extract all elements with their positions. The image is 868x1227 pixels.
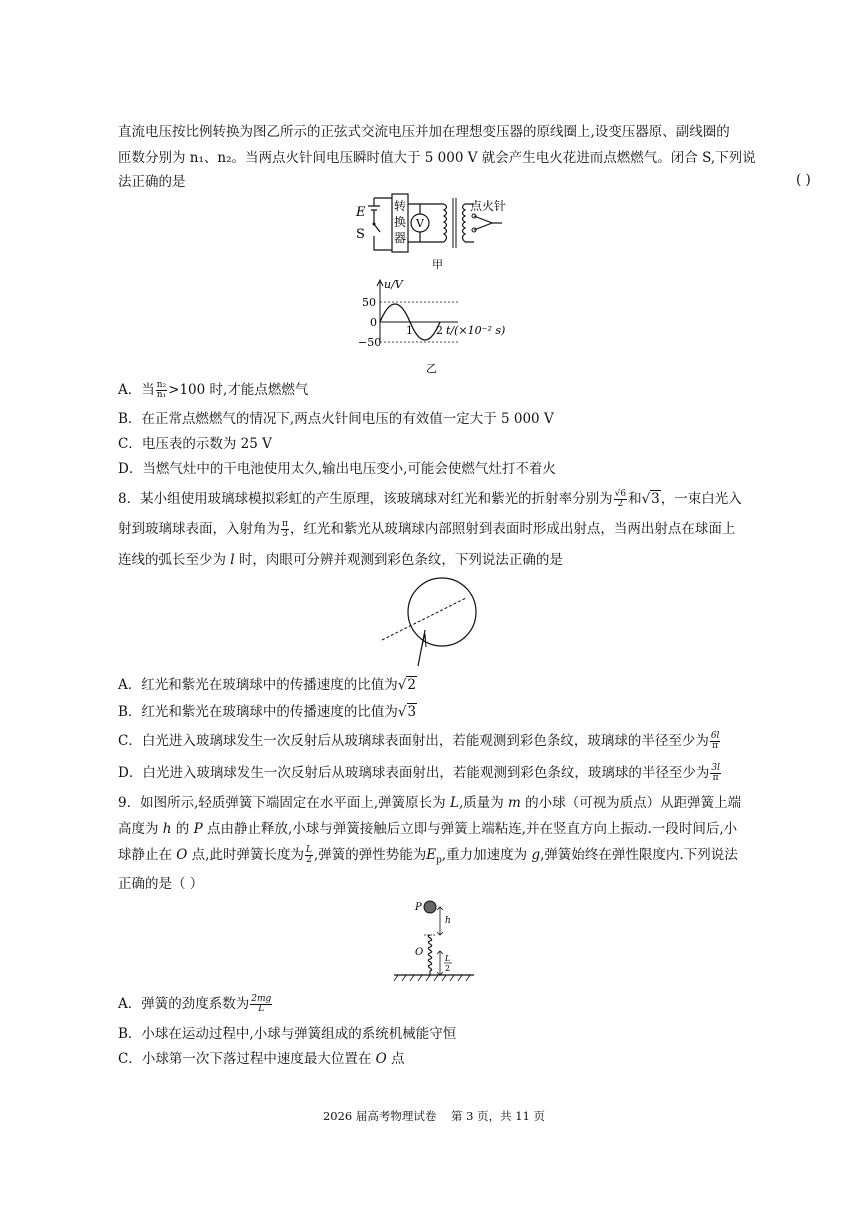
height-arrow (437, 907, 443, 935)
voltmeter-label: V (416, 217, 424, 230)
converter-char-2: 换 (394, 215, 407, 229)
q9-text: 点,此时弹簧长度为 (187, 847, 304, 863)
primary-coil (444, 204, 447, 242)
y-tick-bottom: −50 (358, 336, 382, 349)
fraction-denominator: π (712, 773, 719, 783)
q8-option-d-text: D．白光进入玻璃球发生一次反射后从玻璃球表面射出，若能观测到彩色条纹，玻璃球的半径至少为 (118, 765, 710, 781)
q9-option-a-text: A．弹簧的劲度系数为 (118, 996, 250, 1012)
q9-text: 的小球（可视为质点）从距弹簧上端 (520, 795, 742, 811)
fraction-numerator: 6l (710, 731, 720, 741)
y-tick-top: 50 (362, 296, 376, 309)
fraction-numerator: 3l (711, 763, 720, 773)
radicand: 2 (407, 677, 416, 693)
q8-option-c-text: C．白光进入玻璃球发生一次反射后从玻璃球表面射出，若能观测到彩色条纹，玻璃球的半径至少为 (118, 733, 709, 749)
q8-line-1 (118, 489, 742, 509)
q9-line-4: 正确的是（ ） (118, 876, 204, 892)
fraction-numerator: n₂ (156, 380, 167, 390)
q7-intro-line-3: 法正确的是 (118, 174, 186, 190)
q9-text: ,弹簧的弹性势能为 (313, 847, 427, 863)
q9-line-1 (118, 793, 741, 813)
q8-line-3 (118, 550, 563, 570)
q9-option-c-text: 点 (386, 1051, 405, 1067)
q7-option-a-prefix: A．当 (118, 382, 155, 398)
q8-option-c (118, 731, 721, 751)
q8-option-a (118, 675, 417, 695)
length-two-label: 2 (445, 964, 451, 973)
variable-l: l (230, 552, 235, 568)
q8-red-index (614, 490, 627, 509)
q9-option-c-text: C．小球第一次下落过程中速度最大位置在 (118, 1051, 376, 1067)
q7-option-a-suffix: >100 时,才能点燃燃气 (168, 382, 309, 398)
battery-label: E (356, 205, 366, 220)
y-axis (377, 280, 383, 342)
x-tick-1: 1 (406, 324, 413, 337)
ground-hatching (394, 975, 470, 981)
spring-ball-diagram (390, 895, 480, 985)
x-axis-label: t/(×10⁻² s) (446, 324, 506, 337)
q8-text: ，红光和紫光从玻璃球内部照射到表面时形成出射点，当两出射点在球面上 (289, 521, 736, 537)
q8-option-b-text: B．红光和紫光在玻璃球中的传播速度的比值为 (118, 704, 398, 720)
q8-violet-index: √3 (641, 491, 660, 507)
switch-pivot (373, 223, 376, 226)
height-label: h (445, 916, 451, 926)
q7-intro-line-2: 匝数分别为 n₁、n₂。当两点火针间电压瞬时值大于 5 000 V 就会产生电火花进而点燃燃气。闭合 S,下列说 (118, 150, 756, 166)
q7-option-d: D．当燃气灶中的干电池使用太久,输出电压变小,可能会使燃气灶打不着火 (118, 461, 556, 477)
voltage-waveform-chart (358, 278, 528, 376)
length-L-label: L (445, 954, 451, 963)
radicand: 3 (651, 491, 660, 507)
switch-label: S (356, 227, 365, 242)
q8-line-2 (118, 519, 735, 539)
converter-char-3: 器 (394, 231, 407, 245)
q9-text: 点由静止释放,小球与弹簧接触后立即与弹簧上端粘连,并在竖直方向上振动.一段时间后,小 (202, 821, 738, 837)
glass-sphere-diagram (376, 570, 486, 670)
q7-option-c: C．电压表的示数为 25 V (118, 436, 272, 452)
q8-option-b (118, 702, 417, 722)
glass-sphere (408, 578, 476, 646)
q8-text: 时，肉眼可分辨并观测到彩色条纹，下列说法正确的是 (234, 552, 563, 568)
variable-Ep: E (426, 847, 437, 863)
answer-parentheses: ( ) (796, 172, 811, 188)
fraction-numerator: 2mg (251, 994, 272, 1004)
q8-text: 8．某小组使用玻璃球模拟彩虹的产生原理，该玻璃球对红光和紫光的折射率分别为 (118, 491, 613, 507)
q7-option-b: B．在正常点燃燃气的情况下,两点火针间电压的有效值一定大于 5 000 V (118, 411, 554, 427)
igniter-label: 点火针 (470, 199, 507, 213)
fraction-denominator: 2 (306, 855, 312, 865)
y-tick-zero: 0 (370, 316, 377, 329)
variable-Ep-subscript: p (436, 855, 442, 866)
variable-O: O (375, 1051, 387, 1067)
q7-intro-line-1: 直流电压按比例转换为图乙所示的正弦式交流电压并加在理想变压器的原线圈上,设变压器原、副线圈的 (118, 124, 730, 140)
fraction-numerator: π (282, 519, 288, 529)
point-P-label: P (415, 902, 422, 913)
variable-O: O (176, 847, 188, 863)
incident-ray (418, 630, 425, 666)
page-footer: 2026 届高考物理试卷 第 3 页，共 11 页 (322, 1109, 546, 1123)
q9-option-b: B．小球在运动过程中,小球与弹簧组成的系统机械能守恒 (118, 1026, 457, 1042)
q9-text: 球静止在 (118, 847, 177, 863)
q9-text: 的 (171, 821, 194, 837)
battery-switch-wiring (368, 198, 392, 250)
variable-h: h (162, 821, 172, 837)
q8-option-a-text: A．红光和紫光在玻璃球中的传播速度的比值为 (118, 677, 398, 693)
q9-line-3 (118, 845, 738, 871)
fraction-denominator: π (712, 741, 719, 751)
variable-m: m (508, 795, 521, 811)
fraction-numerator: L (305, 845, 312, 855)
q9-spring-length (305, 846, 313, 865)
transformer-core (453, 198, 456, 248)
variable-L: L (449, 795, 459, 811)
q7-option-a-fraction (156, 381, 167, 400)
fraction-denominator: n₁ (156, 390, 167, 400)
x-tick-2: 2 (436, 324, 443, 337)
q8-option-d-value (710, 764, 721, 783)
fraction-denominator: 3 (282, 529, 288, 539)
y-axis-label: u/V (384, 278, 403, 291)
variable-P: P (193, 821, 203, 837)
q9-text: ,质量为 (458, 795, 509, 811)
q9-option-a-value (250, 995, 272, 1014)
fraction-numerator: √6 (614, 489, 627, 499)
figure-jia-caption: 甲 (432, 258, 443, 271)
q9-line-2 (118, 819, 737, 839)
q9-text: 9．如图所示,轻质弹簧下端固定在水平面上,弹簧原长为 (118, 795, 450, 811)
q8-option-a-value: √2 (397, 677, 416, 693)
radicand: 3 (407, 704, 417, 720)
q8-incidence-angle (281, 520, 289, 539)
q8-option-d (118, 763, 722, 783)
ball (424, 901, 436, 913)
q9-text: ,重力加速度为 (441, 847, 532, 863)
q9-option-c (118, 1049, 405, 1069)
variable-g: g (531, 847, 541, 863)
q9-text: ,弹簧始终在弹性限度内.下列说法 (540, 847, 738, 863)
q7-option-a (118, 380, 308, 400)
fraction-denominator: 2 (617, 499, 624, 509)
compressed-length-arrow (437, 951, 443, 975)
converter-char-1: 转 (394, 199, 407, 213)
secondary-coil (463, 204, 466, 242)
spring-coil (428, 935, 431, 975)
q9-option-a (118, 994, 273, 1014)
q8-text: ，一束白光入 (660, 491, 742, 507)
q8-text: 连线的弧长至少为 (118, 552, 231, 568)
q8-option-c-value (710, 732, 721, 751)
figure-yi-caption: 乙 (426, 362, 437, 375)
point-O-label: O (415, 947, 424, 958)
q8-option-b-value: √3 (397, 704, 417, 720)
circuit-diagram (352, 192, 532, 272)
q9-text: 高度为 (118, 821, 163, 837)
q8-text: 射到玻璃球表面，入射角为 (118, 521, 280, 537)
q8-text: 和 (628, 491, 642, 507)
fraction-denominator: L (258, 1004, 265, 1014)
